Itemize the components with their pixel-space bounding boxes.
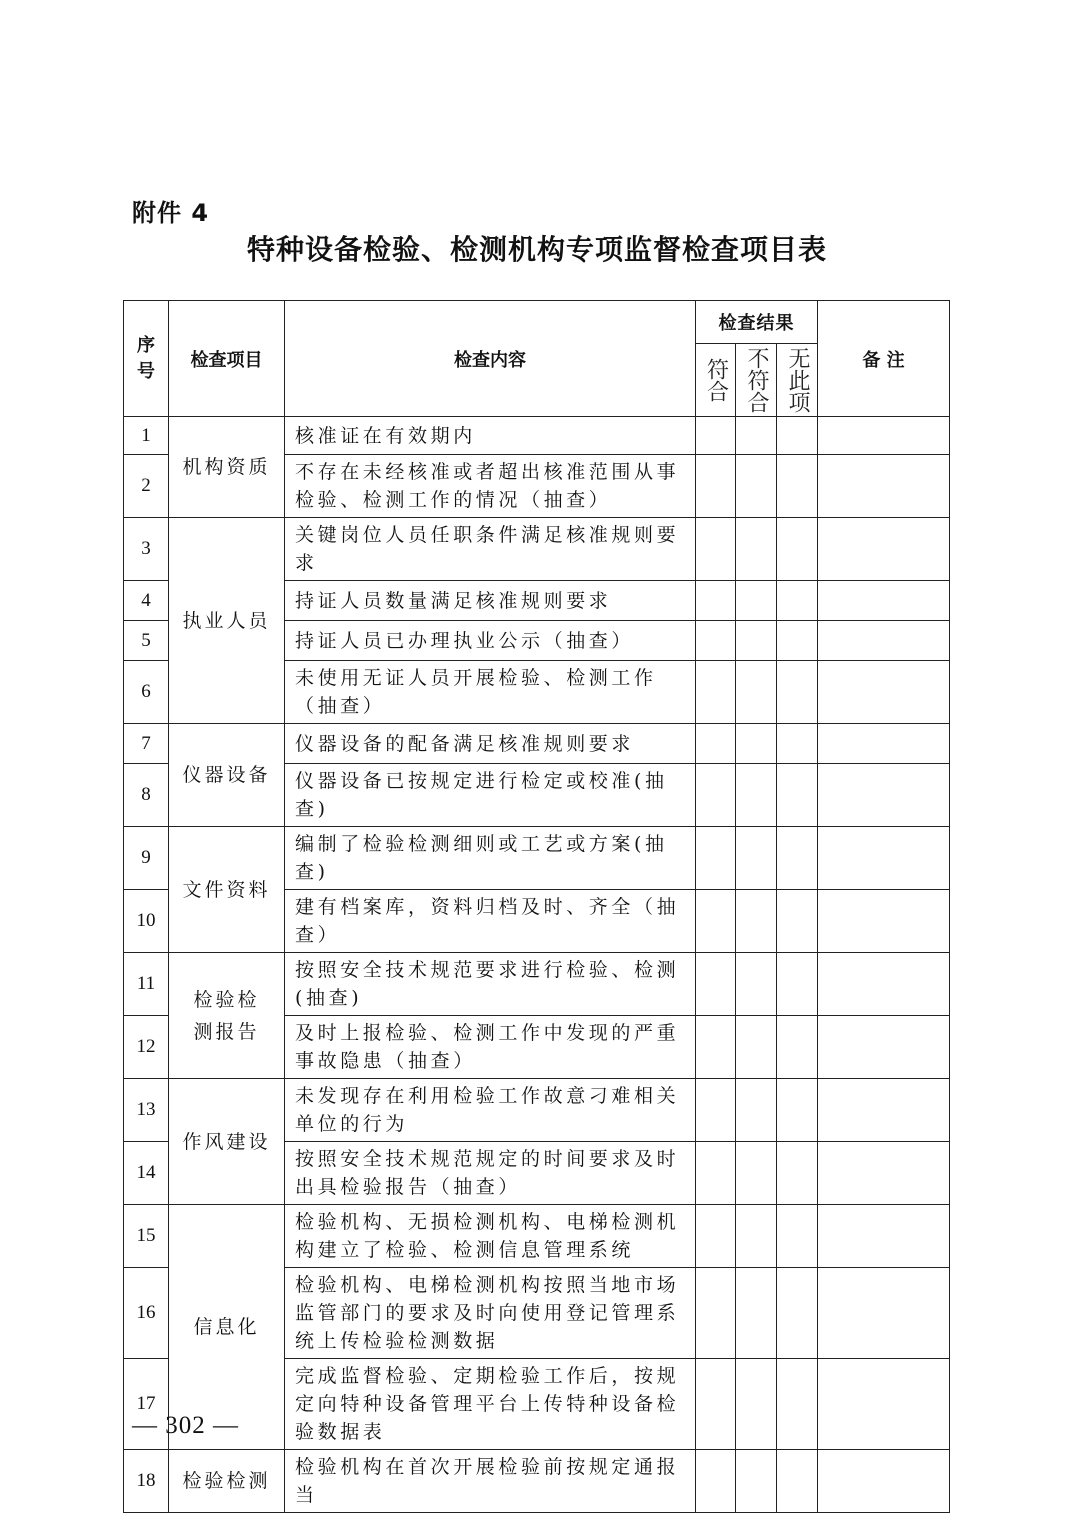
table-row (124, 417, 950, 455)
category-cell: 文件资料 (169, 827, 285, 953)
conform-check-cell[interactable] (696, 621, 736, 661)
conform-check-cell[interactable] (696, 1450, 736, 1513)
nonconform-check-cell[interactable] (736, 724, 777, 764)
conform-check-cell[interactable] (696, 1079, 736, 1142)
row-number: 12 (124, 1016, 169, 1079)
nonconform-check-cell[interactable] (736, 1016, 777, 1079)
nonconform-check-cell[interactable] (736, 518, 777, 581)
content-cell: 按照安全技术规范规定的时间要求及时出具检验报告（抽查） (285, 1142, 696, 1205)
item-header: 检查项目 (169, 301, 285, 417)
conform-check-cell[interactable] (696, 581, 736, 621)
nonconform-header: 不符合 (736, 344, 777, 417)
table-row (124, 1079, 950, 1142)
row-number: 7 (124, 724, 169, 764)
category-cell: 检验检测 (169, 1450, 285, 1513)
conform-check-cell[interactable] (696, 661, 736, 724)
na-check-cell[interactable] (777, 581, 818, 621)
remark-cell[interactable] (818, 661, 950, 724)
nonconform-check-cell[interactable] (736, 1205, 777, 1268)
category-cell: 检验检测报告 (169, 953, 285, 1079)
row-number: 1 (124, 417, 169, 455)
row-number: 3 (124, 518, 169, 581)
remark-cell[interactable] (818, 581, 950, 621)
remark-cell[interactable] (818, 827, 950, 890)
table-row (124, 518, 950, 581)
nonconform-check-cell[interactable] (736, 953, 777, 1016)
conform-check-cell[interactable] (696, 724, 736, 764)
content-cell: 不存在未经核准或者超出核准范围从事检验、检测工作的情况（抽查） (285, 455, 696, 518)
attachment-label: 附件 4 (132, 199, 210, 227)
nonconform-check-cell[interactable] (736, 1359, 777, 1450)
nonconform-check-cell[interactable] (736, 455, 777, 518)
na-check-cell[interactable] (777, 417, 818, 455)
table-row (124, 827, 950, 890)
category-cell: 机构资质 (169, 417, 285, 518)
conform-check-cell[interactable] (696, 518, 736, 581)
conform-check-cell[interactable] (696, 417, 736, 455)
na-check-cell[interactable] (777, 1016, 818, 1079)
conform-header: 符合 (696, 344, 736, 417)
content-header: 检查内容 (285, 301, 696, 417)
table-row (124, 724, 950, 764)
remark-cell[interactable] (818, 1205, 950, 1268)
content-cell: 未发现存在利用检验工作故意刁难相关单位的行为 (285, 1079, 696, 1142)
nonconform-check-cell[interactable] (736, 621, 777, 661)
content-cell: 核准证在有效期内 (285, 417, 696, 455)
na-check-cell[interactable] (777, 621, 818, 661)
na-check-cell[interactable] (777, 1450, 818, 1513)
remark-cell[interactable] (818, 1079, 950, 1142)
row-number: 2 (124, 455, 169, 518)
remark-cell[interactable] (818, 1450, 950, 1513)
conform-check-cell[interactable] (696, 953, 736, 1016)
content-cell: 完成监督检验、定期检验工作后，按规定向特种设备管理平台上传特种设备检验数据表 (285, 1359, 696, 1450)
conform-check-cell[interactable] (696, 1359, 736, 1450)
na-check-cell[interactable] (777, 455, 818, 518)
content-cell: 持证人员已办理执业公示（抽查） (285, 621, 696, 661)
nonconform-check-cell[interactable] (736, 1268, 777, 1359)
remark-header: 备 注 (818, 301, 950, 417)
nonconform-check-cell[interactable] (736, 581, 777, 621)
conform-check-cell[interactable] (696, 1268, 736, 1359)
remark-cell[interactable] (818, 417, 950, 455)
table-row (124, 1450, 950, 1513)
content-cell: 持证人员数量满足核准规则要求 (285, 581, 696, 621)
conform-check-cell[interactable] (696, 455, 736, 518)
row-number: 11 (124, 953, 169, 1016)
conform-check-cell[interactable] (696, 1016, 736, 1079)
nonconform-check-cell[interactable] (736, 764, 777, 827)
content-cell: 及时上报检验、检测工作中发现的严重事故隐患（抽查） (285, 1016, 696, 1079)
row-number: 5 (124, 621, 169, 661)
na-check-cell[interactable] (777, 1079, 818, 1142)
nonconform-check-cell[interactable] (736, 1450, 777, 1513)
result-header: 检查结果 (696, 301, 818, 344)
conform-check-cell[interactable] (696, 1142, 736, 1205)
row-number: 10 (124, 890, 169, 953)
row-number: 18 (124, 1450, 169, 1513)
content-cell: 建有档案库，资料归档及时、齐全（抽查） (285, 890, 696, 953)
conform-check-cell[interactable] (696, 764, 736, 827)
nonconform-check-cell[interactable] (736, 890, 777, 953)
category-cell: 信息化 (169, 1205, 285, 1450)
row-number: 16 (124, 1268, 169, 1359)
remark-cell[interactable] (818, 953, 950, 1016)
remark-cell[interactable] (818, 1359, 950, 1450)
row-number: 9 (124, 827, 169, 890)
na-check-cell[interactable] (777, 661, 818, 724)
content-cell: 检验机构、无损检测机构、电梯检测机构建立了检验、检测信息管理系统 (285, 1205, 696, 1268)
remark-cell[interactable] (818, 621, 950, 661)
table-row (124, 1205, 950, 1268)
page-title: 特种设备检验、检测机构专项监督检查项目表 (246, 233, 827, 266)
na-check-cell[interactable] (777, 890, 818, 953)
na-check-cell[interactable] (777, 827, 818, 890)
remark-cell[interactable] (818, 518, 950, 581)
remark-cell[interactable] (818, 890, 950, 953)
row-number: 8 (124, 764, 169, 827)
page-number: — 302 — (132, 1412, 239, 1439)
na-check-cell[interactable] (777, 1142, 818, 1205)
na-check-cell[interactable] (777, 953, 818, 1016)
seq-header: 序号 (124, 301, 169, 417)
category-cell: 作风建设 (169, 1079, 285, 1205)
remark-cell[interactable] (818, 764, 950, 827)
na-check-cell[interactable] (777, 1359, 818, 1450)
content-cell: 仪器设备已按规定进行检定或校准(抽查) (285, 764, 696, 827)
na-check-cell[interactable] (777, 764, 818, 827)
remark-cell[interactable] (818, 1016, 950, 1079)
row-number: 17 (124, 1359, 169, 1450)
inspection-table (123, 300, 950, 1513)
content-cell: 关键岗位人员任职条件满足核准规则要求 (285, 518, 696, 581)
remark-cell[interactable] (818, 1268, 950, 1359)
category-cell: 执业人员 (169, 518, 285, 724)
remark-cell[interactable] (818, 1142, 950, 1205)
category-cell: 仪器设备 (169, 724, 285, 827)
na-check-cell[interactable] (777, 724, 818, 764)
conform-check-cell[interactable] (696, 1205, 736, 1268)
row-number: 14 (124, 1142, 169, 1205)
remark-cell[interactable] (818, 724, 950, 764)
nonconform-check-cell[interactable] (736, 1079, 777, 1142)
content-cell: 检验机构、电梯检测机构按照当地市场监管部门的要求及时向使用登记管理系统上传检验检测数据 (285, 1268, 696, 1359)
na-check-cell[interactable] (777, 518, 818, 581)
conform-check-cell[interactable] (696, 890, 736, 953)
remark-cell[interactable] (818, 455, 950, 518)
content-cell: 仪器设备的配备满足核准规则要求 (285, 724, 696, 764)
row-number: 6 (124, 661, 169, 724)
nonconform-check-cell[interactable] (736, 827, 777, 890)
row-number: 4 (124, 581, 169, 621)
na-check-cell[interactable] (777, 1205, 818, 1268)
nonconform-check-cell[interactable] (736, 417, 777, 455)
nonconform-check-cell[interactable] (736, 1142, 777, 1205)
table-row (124, 953, 950, 1016)
nonconform-check-cell[interactable] (736, 661, 777, 724)
content-cell: 未使用无证人员开展检验、检测工作（抽查） (285, 661, 696, 724)
row-number: 13 (124, 1079, 169, 1142)
content-cell: 编制了检验检测细则或工艺或方案(抽查) (285, 827, 696, 890)
na-check-cell[interactable] (777, 1268, 818, 1359)
content-cell: 检验机构在首次开展检验前按规定通报当 (285, 1450, 696, 1513)
content-cell: 按照安全技术规范要求进行检验、检测(抽查) (285, 953, 696, 1016)
row-number: 15 (124, 1205, 169, 1268)
na-header: 无此项 (777, 344, 818, 417)
conform-check-cell[interactable] (696, 827, 736, 890)
